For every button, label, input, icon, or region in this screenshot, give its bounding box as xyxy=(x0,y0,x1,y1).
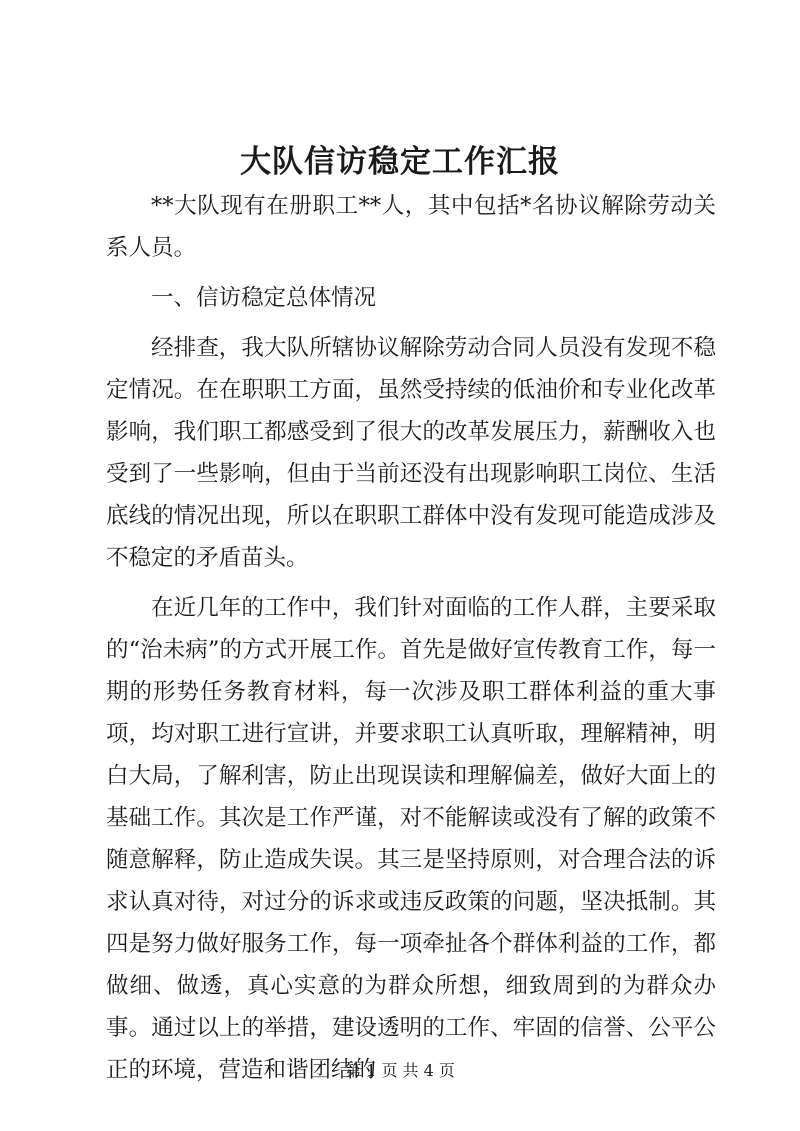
document-title: 大队信访稳定工作汇报 xyxy=(240,144,560,180)
document-body xyxy=(106,185,716,1091)
paragraph-intro: **大队现有在册职工**人，其中包括*名协议解除劳动关系人员。 xyxy=(106,193,716,261)
paragraph-spacer xyxy=(106,579,716,587)
paragraph-situation: 经排查，我大队所辖协议解除劳动合同人员没有发现不稳定情况。在在职职工方面，虽然受持续的低油价和专业化改革影响，我们职工都感受到了很大的改革发展压力，薪酬收入也受到了一些影响，但由于当前还没有出现影响职工岗位、生活底线的情况出现，所以在职职工群体中没有发现可能造成涉及不稳定的矛盾苗头。 xyxy=(106,335,716,571)
paragraph-measures: 在近几年的工作中，我们针对面临的工作人群，主要采取的“治未病”的方式开展工作。首先是做好宣传教育工作，每一期的形势任务教育材料，每一次涉及职工群体利益的重大事项，均对职工进行宣讲，并要求职工认真听取，理解精神，明白大局，了解利害，防止出现误读和理解偏差，做好大面上的基础工作。其次是工作严谨，对不能解读或没有了解的政策不随意解释，防止造成失误。其三是坚持原则，对合理合法的诉求认真对待，对过分的诉求或违反政策的问题，坚决抵制。其四是努力做好服务工作，每一项牵扯各个群体利益的工作，都做细、做透，真心实意的为群众所想，细致周到的为群众办事。通过以上的举措，建设透明的工作、牢固的信誉、公平公正的环境，营造和谐团结的 xyxy=(106,595,716,1083)
paragraph-spacer xyxy=(106,319,716,327)
section-heading-1: 一、信访稳定总体情况 xyxy=(151,285,377,311)
page-number-footer: 第 1 页 共 4 页 xyxy=(345,1061,455,1080)
paragraph-spacer xyxy=(106,269,716,277)
